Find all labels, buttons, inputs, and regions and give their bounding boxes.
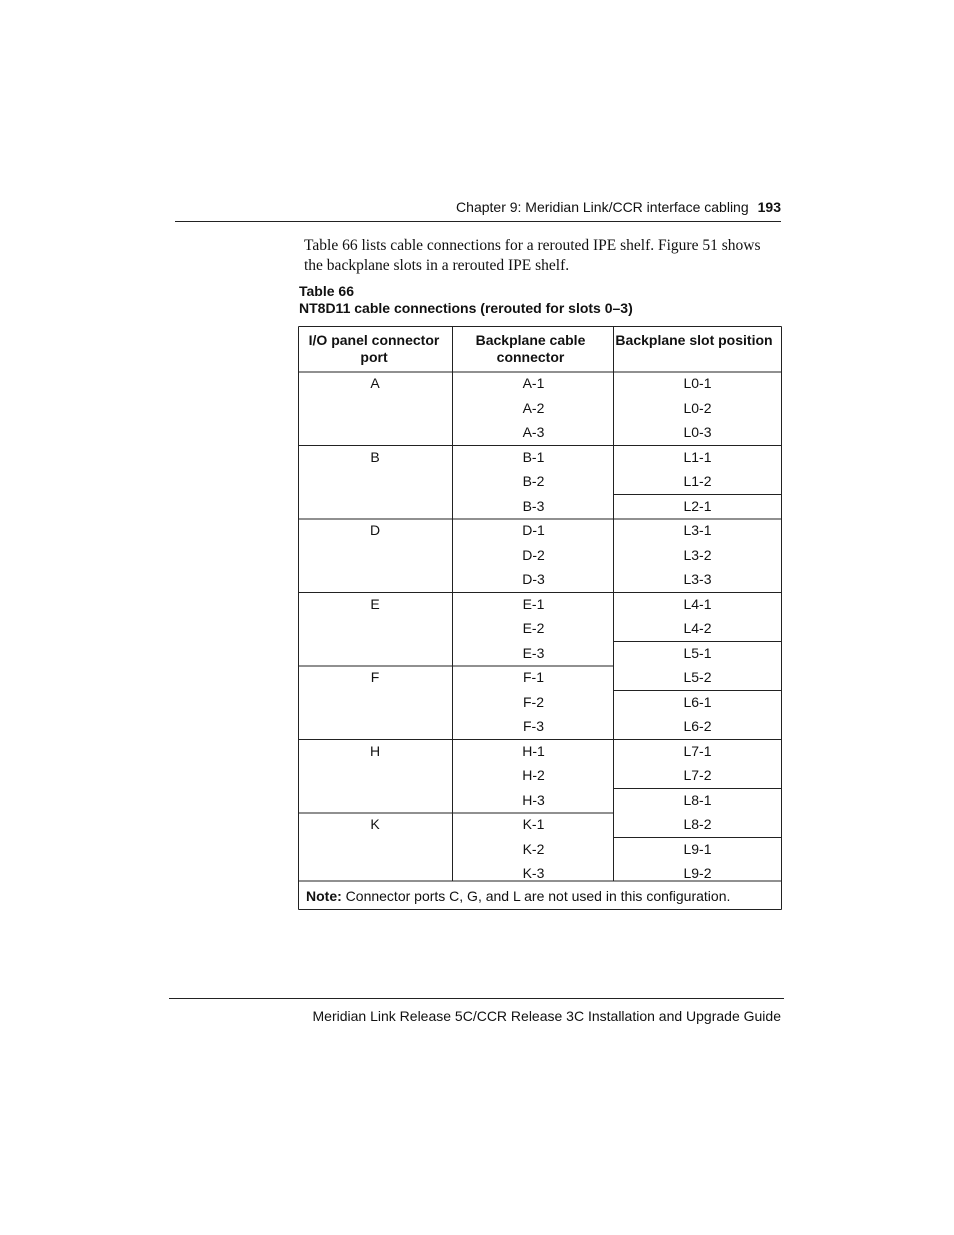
- slot-cell: L7-2: [683, 767, 712, 783]
- cable-connections-table: [298, 326, 782, 910]
- table-label: Table 66: [299, 283, 354, 299]
- note-text: Connector ports C, G, and L are not used in this configuration.: [341, 888, 731, 904]
- slot-cell: L8-2: [683, 816, 712, 832]
- slot-cell: L9-1: [683, 840, 712, 857]
- chapter-title: Chapter 9: Meridian Link/CCR interface cabling: [456, 199, 749, 215]
- slot-cell: L1-1: [683, 448, 712, 465]
- slot-cell: L3-2: [683, 546, 712, 563]
- port-cell: D: [369, 522, 381, 538]
- connector-cell: K-2: [522, 840, 545, 857]
- connector-cell: E-3: [522, 644, 545, 661]
- port-cell: F: [370, 669, 380, 685]
- connector-cell: D-3: [522, 571, 545, 587]
- table-caption: [299, 283, 633, 317]
- column-header-connector: Backplane cable connector: [475, 332, 586, 365]
- connector-cell: E-1: [522, 595, 545, 612]
- table-note: [306, 888, 730, 904]
- connector-cell: H-3: [522, 791, 545, 808]
- port-cell: K: [370, 816, 380, 832]
- connector-cell: D-1: [522, 522, 545, 538]
- connector-cell: A-1: [522, 375, 545, 391]
- note-label: Note:: [306, 888, 342, 904]
- slot-cell: L0-3: [683, 424, 712, 440]
- slot-cell: L2-1: [683, 497, 712, 514]
- slot-cell: L0-1: [683, 375, 712, 391]
- slot-cell: L3-1: [683, 522, 712, 538]
- connector-cell: F-3: [523, 718, 544, 734]
- slot-cell: L1-2: [683, 473, 712, 489]
- slot-cell: L5-2: [683, 669, 712, 685]
- connector-cell: E-2: [522, 620, 545, 636]
- connector-cell: H-2: [522, 767, 545, 783]
- slot-cell: L7-1: [683, 742, 712, 759]
- intro-paragraph: Table 66 lists cable connections for a rerouted IPE shelf. Figure 51 shows the backplane slots in a rerouted IPE shelf.: [304, 237, 761, 274]
- connector-cell: A-3: [522, 424, 545, 440]
- connector-cell: F-2: [523, 693, 544, 710]
- slot-cell: L8-1: [683, 791, 712, 808]
- slot-cell: L4-1: [683, 595, 712, 612]
- slot-cell: L3-3: [683, 571, 712, 587]
- column-header-port: I/O panel connector port: [308, 332, 440, 365]
- port-cell: E: [370, 595, 380, 612]
- connector-cell: B-3: [522, 497, 545, 514]
- table-title: NT8D11 cable connections (rerouted for slots 0–3): [299, 300, 633, 316]
- slot-cell: L4-2: [683, 620, 712, 636]
- page-footer: Meridian Link Release 5C/CCR Release 3C Installation and Upgrade Guide: [312, 1008, 781, 1024]
- slot-cell: L5-1: [683, 644, 712, 661]
- connector-cell: B-2: [522, 473, 545, 489]
- slot-cell: L6-2: [683, 718, 712, 734]
- column-header-slot: Backplane slot position: [615, 332, 773, 348]
- slot-cell: L6-1: [683, 693, 712, 710]
- page-header: [175, 199, 781, 222]
- connector-cell: D-2: [522, 546, 545, 563]
- page-number: 193: [757, 199, 781, 215]
- connector-cell: F-1: [523, 669, 544, 685]
- slot-cell: L0-2: [683, 399, 712, 416]
- connector-cell: H-1: [522, 742, 545, 759]
- connector-cell: K-1: [522, 816, 545, 832]
- slot-cell: L9-2: [683, 865, 712, 881]
- footer-rule: [169, 998, 784, 999]
- connector-cell: K-3: [522, 865, 545, 881]
- port-cell: A: [370, 375, 380, 391]
- connector-cell: A-2: [522, 399, 545, 416]
- connector-cell: B-1: [522, 448, 545, 465]
- port-cell: B: [370, 448, 380, 465]
- port-cell: H: [369, 742, 381, 759]
